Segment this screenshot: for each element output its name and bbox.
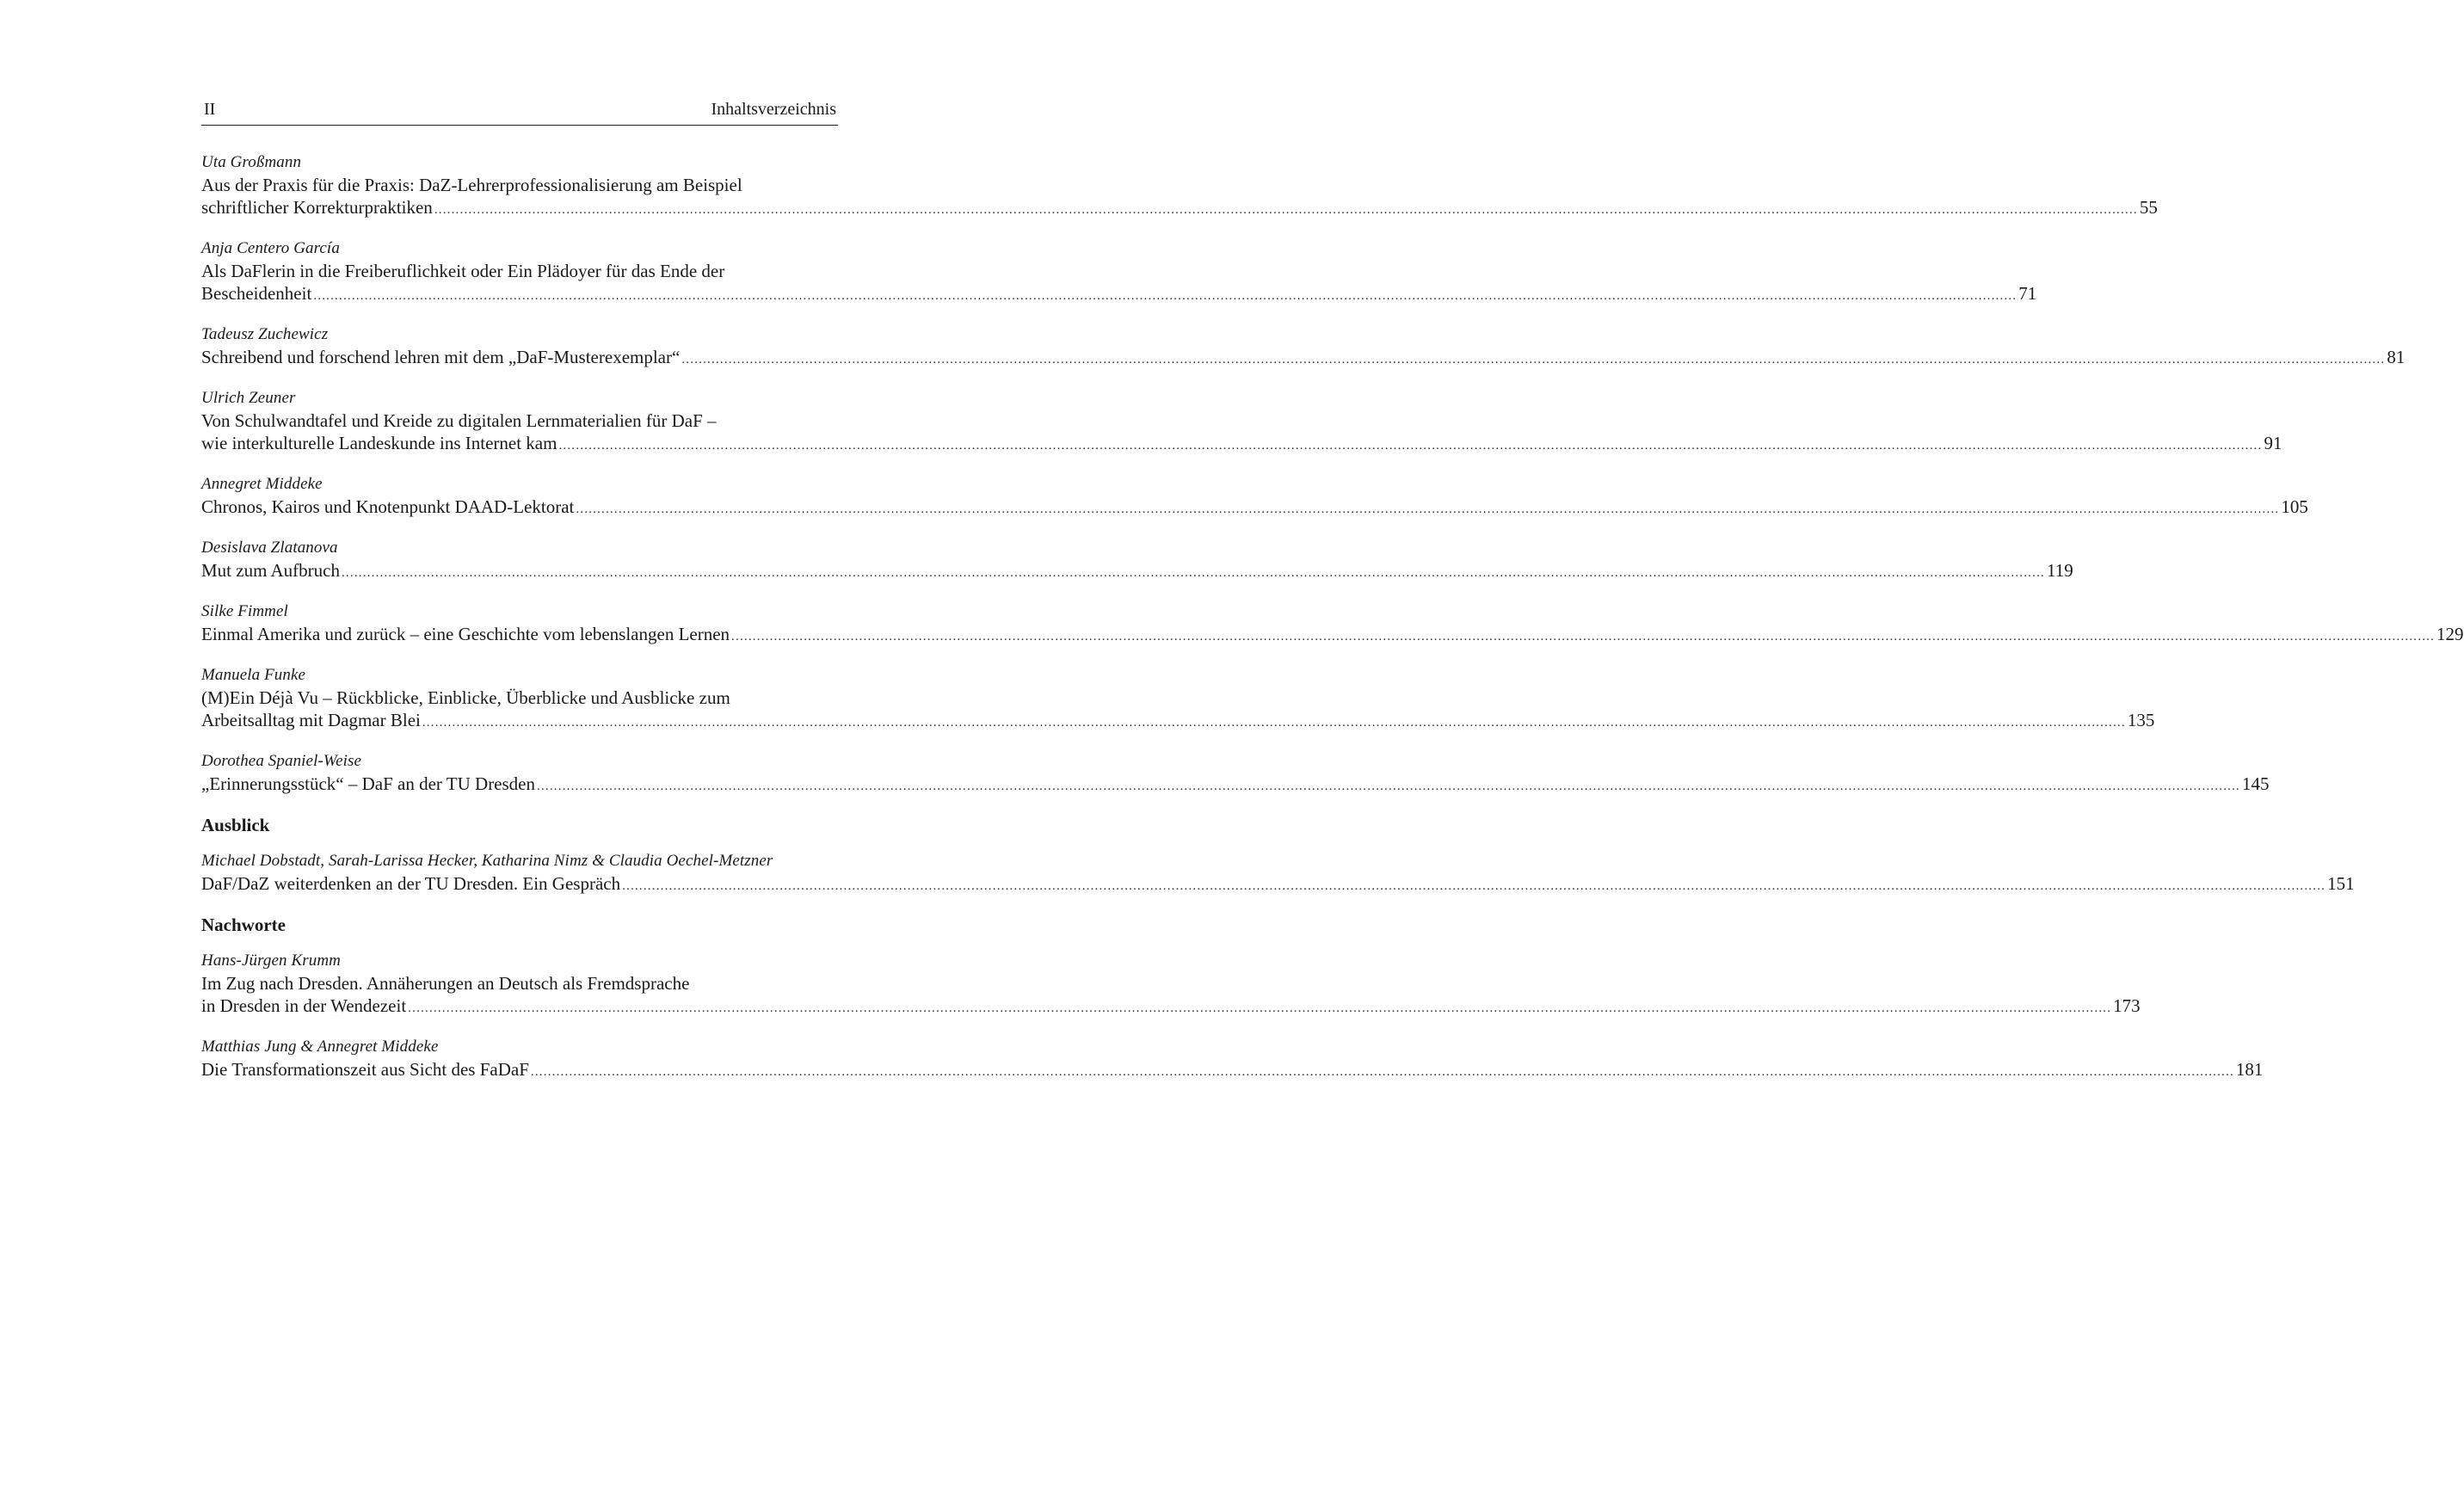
entry-author: Tadeusz Zuchewicz	[201, 325, 329, 343]
dot-leader: ................................................................................................................................................................................................................................................................................................................................................................................................................	[622, 879, 2326, 893]
toc-section-list	[201, 814, 2355, 1083]
entry-author: Ulrich Zeuner	[201, 389, 296, 407]
entry-page-number: 55	[2139, 197, 2158, 218]
entry-title-last-line	[201, 1058, 2264, 1083]
entry-title-last-line	[201, 623, 2464, 648]
toc-entry[interactable]	[201, 664, 2155, 734]
entry-page-number: 105	[2281, 496, 2308, 517]
entry-author: Matthias Jung & Annegret Middeke	[201, 1038, 439, 1056]
entry-title-line: Als DaFlerin in die Freiberuflichkeit oder Ein Plädoyer für das Ende der	[201, 261, 725, 281]
dot-leader: ................................................................................................................................................................................................................................................................................................................................................................................................................	[313, 289, 2017, 303]
entry-title-line: Aus der Praxis für die Praxis: DaZ-Lehrerprofessionalisierung am Beispiel	[201, 175, 742, 195]
entry-title-text: Schreibend und forschend lehren mit dem „DaF-Musterexemplar“	[201, 347, 681, 367]
dot-leader: ................................................................................................................................................................................................................................................................................................................................................................................................................	[422, 716, 2126, 730]
entry-title-text: „Erinnerungsstück“ – DaF an der TU Dresden	[201, 773, 535, 794]
entry-title-last-line	[201, 432, 2282, 457]
entry-title-line: Von Schulwandtafel und Kreide zu digitalen Lernmaterialien für DaF –	[201, 410, 717, 431]
toc-entry[interactable]	[201, 950, 2141, 1019]
dot-leader: ................................................................................................................................................................................................................................................................................................................................................................................................................	[576, 502, 2280, 516]
entry-title-last-line	[201, 872, 2355, 897]
entry-title-last-line	[201, 995, 2141, 1019]
entry-title-last-line	[201, 346, 2405, 371]
toc-entry[interactable]	[201, 473, 2308, 520]
dot-leader: ................................................................................................................................................................................................................................................................................................................................................................................................................	[530, 1065, 2234, 1079]
dot-leader: ................................................................................................................................................................................................................................................................................................................................................................................................................	[341, 566, 2045, 580]
entry-author: Anja Centero García	[201, 239, 340, 257]
page-header	[201, 100, 838, 126]
entry-author: Hans-Jürgen Krumm	[201, 952, 341, 970]
dot-leader: ................................................................................................................................................................................................................................................................................................................................................................................................................	[681, 353, 2386, 366]
entry-title-text: Einmal Amerika und zurück – eine Geschichte vom lebenslangen Lernen	[201, 624, 730, 644]
entry-author: Uta Großmann	[201, 153, 302, 171]
toc-entry[interactable]	[201, 323, 2405, 371]
entry-author: Annegret Middeke	[201, 475, 323, 493]
toc-entry[interactable]	[201, 387, 2282, 457]
toc-entry[interactable]	[201, 1036, 2264, 1083]
toc-entry[interactable]	[201, 537, 2073, 584]
dot-leader: ................................................................................................................................................................................................................................................................................................................................................................................................................	[537, 779, 2240, 793]
dot-leader: ................................................................................................................................................................................................................................................................................................................................................................................................................	[731, 630, 2436, 644]
toc-page	[201, 100, 2464, 1099]
page-number: II	[204, 100, 216, 119]
entry-author: Manuela Funke	[201, 666, 306, 684]
entry-title-text: Die Transformationszeit aus Sicht des FaDaF	[201, 1059, 529, 1080]
entry-title-last-line	[201, 559, 2073, 584]
section-heading: Ausblick	[201, 815, 270, 835]
entry-title-text: Bescheidenheit	[201, 283, 312, 304]
toc-entry-list	[201, 151, 2464, 798]
entry-title-text: Mut zum Aufbruch	[201, 560, 340, 581]
entry-title-text: DaF/DaZ weiterdenken an der TU Dresden. Ein Gespräch	[201, 873, 621, 894]
entry-title-text: Chronos, Kairos und Knotenpunkt DAAD-Lektorat	[201, 496, 575, 517]
entry-title-text: schriftlicher Korrekturpraktiken	[201, 197, 433, 218]
entry-page-number: 71	[2018, 283, 2037, 304]
entry-title-last-line	[201, 773, 2270, 798]
section-heading: Nachworte	[201, 915, 286, 935]
entry-title-line: Im Zug nach Dresden. Annäherungen an Deutsch als Fremdsprache	[201, 973, 690, 994]
entry-title-text: wie interkulturelle Landeskunde ins Internet kam	[201, 433, 557, 453]
entry-page-number: 151	[2327, 873, 2355, 894]
toc-entry[interactable]	[201, 850, 2355, 897]
toc-entry[interactable]	[201, 601, 2464, 648]
entry-title-last-line	[201, 496, 2308, 520]
entry-title-last-line	[201, 709, 2155, 734]
running-title: Inhaltsverzeichnis	[711, 100, 836, 119]
entry-title-text: Arbeitsalltag mit Dagmar Blei	[201, 710, 421, 730]
toc-entry[interactable]	[201, 237, 2037, 307]
entry-page-number: 135	[2127, 710, 2155, 730]
entry-author: Dorothea Spaniel-Weise	[201, 752, 362, 770]
entry-page-number: 91	[2264, 433, 2282, 453]
entry-page-number: 129	[2436, 624, 2464, 644]
toc-entry[interactable]	[201, 750, 2270, 798]
dot-leader: ................................................................................................................................................................................................................................................................................................................................................................................................................	[434, 203, 2138, 217]
entry-page-number: 119	[2046, 560, 2073, 581]
entry-title-text: in Dresden in der Wendezeit	[201, 995, 407, 1016]
table-of-contents	[201, 151, 2464, 1083]
entry-author: Silke Fimmel	[201, 602, 288, 620]
entry-page-number: 181	[2235, 1059, 2264, 1080]
entry-page-number: 81	[2387, 347, 2405, 367]
entry-page-number: 173	[2113, 995, 2141, 1016]
entry-page-number: 145	[2242, 773, 2270, 794]
entry-title-line: (M)Ein Déjà Vu – Rückblicke, Einblicke, Überblicke und Ausblicke zum	[201, 687, 730, 708]
entry-title-last-line	[201, 282, 2037, 307]
entry-author: Michael Dobstadt, Sarah-Larissa Hecker, Katharina Nimz & Claudia Oechel-Metzner	[201, 852, 773, 870]
dot-leader: ................................................................................................................................................................................................................................................................................................................................................................................................................	[558, 439, 2263, 453]
entry-author: Desislava Zlatanova	[201, 539, 338, 557]
toc-entry[interactable]	[201, 151, 2158, 221]
entry-title-last-line	[201, 196, 2158, 221]
dot-leader: ................................................................................................................................................................................................................................................................................................................................................................................................................	[408, 1001, 2112, 1015]
